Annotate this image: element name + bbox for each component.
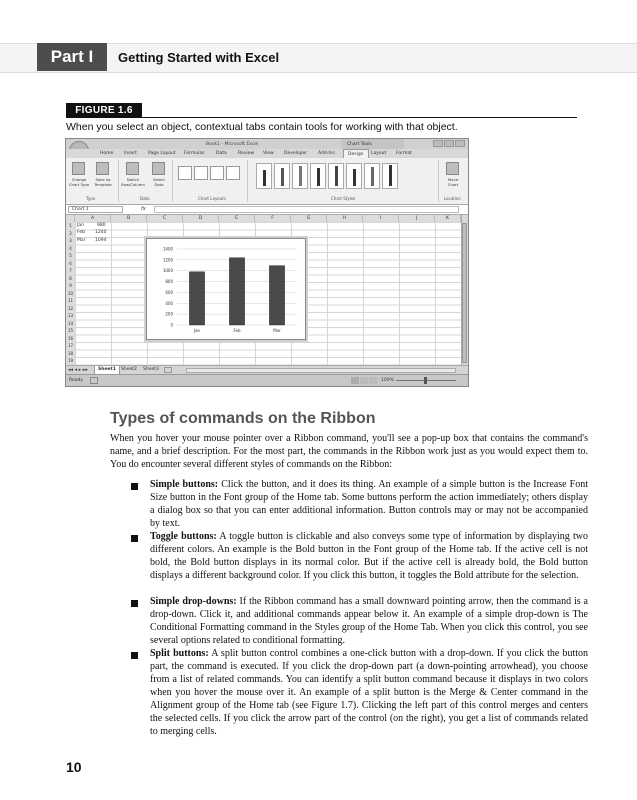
bullet-icon [131, 600, 138, 607]
y-tick-label: 800 [165, 279, 173, 285]
cell-a2[interactable]: Feb [77, 230, 85, 235]
ribbon-separator [172, 160, 173, 202]
y-tick-label: 400 [165, 300, 173, 306]
column-header[interactable]: I [363, 215, 399, 222]
bullet-term: Simple buttons: [150, 479, 219, 490]
page-number: 10 [66, 759, 82, 775]
status-bar [66, 374, 468, 387]
section-title: Types of commands on the Ribbon [110, 410, 376, 427]
select-data-icon[interactable] [152, 162, 165, 175]
chart-style-3[interactable] [292, 163, 308, 189]
y-tick-label: 0 [170, 322, 173, 328]
part-title: Getting Started with Excel [118, 49, 280, 65]
chart-layout-1[interactable] [178, 166, 192, 180]
row-number[interactable]: 5 [69, 253, 72, 258]
column-header[interactable]: K [435, 215, 461, 222]
scrollbar-thumb[interactable] [462, 223, 467, 363]
bullet-simple-dropdowns [150, 595, 588, 647]
part-label: Part I [37, 43, 107, 71]
row-number[interactable]: 8 [69, 275, 72, 281]
chart-tools-label: Chart Tools [341, 139, 404, 149]
row-number[interactable]: 12 [67, 305, 74, 311]
cell-b3[interactable]: 1094 [95, 237, 107, 243]
bullet-toggle-buttons [150, 530, 588, 582]
zoom-level[interactable]: 100% [381, 378, 394, 383]
bar-feb[interactable] [229, 258, 244, 325]
column-header[interactable]: H [327, 215, 363, 222]
bullet-icon [131, 652, 138, 659]
column-header[interactable]: J [399, 215, 435, 222]
change-chart-type-button[interactable]: Change Chart Type [68, 177, 90, 187]
bullet-icon [131, 483, 138, 490]
sheet-tab-2[interactable]: Sheet2 [121, 367, 137, 372]
column-header[interactable]: F [255, 215, 291, 222]
row-number[interactable]: 1 [69, 223, 72, 228]
ribbon-separator [247, 160, 248, 202]
tab-developer[interactable]: Developer [284, 151, 308, 156]
intro-paragraph: When you hover your mouse pointer over a Ribbon command, you'll see a pop-up box that contains the command's name, and a brief description. For the most part, the commands in the Ribbon work just as you would expect them to. You do encounter several different styles of commands on the Ribbon: [110, 433, 588, 470]
save-as-template-button[interactable]: Save As Template [94, 177, 112, 187]
macro-record-icon[interactable] [90, 377, 98, 384]
tab-design[interactable]: Design [343, 149, 369, 158]
bullet-body: A toggle button is clickable and also conveys some type of information by displaying two different colors. An example is the Bold button in the Font group of the Home tab. If the active cell is not bold, the Bold button displays in its normal color. But if the active cell is already bold, the Bold button displays a different background color. If you click this button, it toggles the Bold attribute for the selection. [150, 531, 588, 581]
group-label-chart-styles: Chart Styles [331, 196, 356, 201]
close-icon[interactable] [455, 140, 465, 147]
chart-layout-3[interactable] [210, 166, 224, 180]
tab-data[interactable]: Data [216, 151, 227, 156]
group-label-location: Location [444, 196, 461, 201]
minimize-icon[interactable] [433, 140, 443, 147]
switch-row-column-button[interactable]: Switch Row/Column [121, 177, 145, 187]
row-number[interactable]: 11 [67, 298, 74, 303]
row-number[interactable]: 18 [67, 350, 74, 356]
bullet-split-buttons [150, 647, 588, 738]
zoom-slider-thumb[interactable] [424, 377, 427, 384]
group-label-chart-layouts: Chart Layouts [198, 196, 226, 201]
chart-style-4[interactable] [310, 163, 326, 189]
sheet-tab-1[interactable]: Sheet1 [94, 366, 120, 375]
formula-bar [66, 205, 468, 215]
page-break-view-icon[interactable] [369, 377, 377, 384]
bullet-body: Click the button, and it does its thing. An example of a simple button is the Increase Font Size button in the Font group of the Home tab. Some buttons perform the action immediately; others display a dialog box so that you can enter additional information. Button controls may or may not be accompanied by text. [150, 479, 589, 529]
row-number[interactable]: 16 [67, 335, 74, 341]
tab-formulas[interactable]: Formulas [184, 151, 205, 156]
bullet-icon [131, 535, 138, 542]
x-tick-label: Jan [193, 328, 201, 333]
group-label-data: Data [140, 196, 150, 201]
maximize-icon[interactable] [444, 140, 454, 147]
y-tick-label: 1000 [162, 268, 173, 274]
ribbon [66, 158, 468, 205]
excel-window-title: Book1 - Microsoft Excel [206, 142, 259, 147]
status-text: Ready [69, 378, 83, 383]
bar-jan[interactable] [189, 272, 204, 325]
ribbon-tabs [66, 149, 468, 158]
chart-plot [147, 239, 305, 339]
page-layout-view-icon[interactable] [360, 377, 368, 384]
row-number[interactable]: 2 [69, 230, 72, 236]
y-tick-label: 1200 [162, 257, 173, 263]
chart-style-7[interactable] [364, 163, 380, 189]
tab-add-ins[interactable]: Add-Ins [318, 151, 335, 156]
row-number[interactable]: 13 [67, 313, 74, 318]
figure-label: FIGURE 1.6 [66, 103, 142, 117]
select-data-button[interactable]: Select Data [153, 177, 165, 187]
chart-style-5[interactable] [328, 163, 344, 189]
save-as-template-icon[interactable] [96, 162, 109, 175]
row-number[interactable]: 10 [67, 290, 74, 296]
embedded-chart[interactable] [146, 238, 306, 340]
chart-style-8[interactable] [382, 163, 398, 189]
fx-icon[interactable]: fx [141, 206, 146, 212]
row-number[interactable]: 14 [67, 320, 74, 326]
ribbon-separator [438, 160, 439, 202]
tab-layout[interactable]: Layout [371, 151, 387, 156]
bullet-body: A split button control combines a one-click button with a drop-down. If you click the button part, the command is executed. If you click the drop-down part (a down-pointing arrowhead), you choose from a list of related commands. You can identify a split button command because it displays in two colors when you hover the mouse over it. An example of a split button is the Merge & Center command in the Alignment group of the Home tab (see Figure 1.7). Clicking the left part of this control merges and centers the selected cells. If you click the arrow part of the control (on the right), you get a list of commands related to merging cells. [150, 648, 589, 737]
chart-style-2[interactable] [274, 163, 290, 189]
move-chart-icon[interactable] [446, 162, 459, 175]
cell-b1[interactable]: 980 [97, 222, 106, 228]
column-header[interactable]: D [183, 215, 219, 222]
sheet-nav-icon[interactable]: ◂◂ ◂ ▸ ▸▸ [68, 367, 88, 373]
horizontal-scrollbar[interactable] [186, 368, 456, 373]
switch-row-column-icon[interactable] [126, 162, 139, 175]
formula-input[interactable] [154, 206, 459, 213]
bullet-body: If the Ribbon command has a small downward pointing arrow, then the command is a drop-down. Click it, and additional commands appear below it. An example of a simple drop-down is The Conditional Formatting command in the Styles group of the Home Tab. When you click this control, you see several options related to conditional formatting. [150, 596, 588, 646]
name-box[interactable]: Chart 1 [68, 206, 123, 213]
figure-caption: When you select an object, contextual tabs contain tools for working with that object. [66, 121, 458, 133]
row-number[interactable]: 3 [69, 238, 72, 243]
normal-view-icon[interactable] [351, 377, 359, 384]
bar-mar[interactable] [269, 266, 284, 325]
row-number[interactable]: 6 [69, 260, 72, 266]
row-number[interactable]: 17 [67, 343, 74, 348]
group-label-type: Type [86, 196, 96, 201]
cell-a3[interactable]: Mar [77, 237, 86, 243]
bullet-term: Toggle buttons: [150, 531, 217, 542]
column-header[interactable]: C [147, 215, 183, 222]
row-number[interactable]: 4 [69, 245, 72, 251]
y-tick-label: 200 [165, 311, 173, 317]
tab-insert[interactable]: Insert [124, 151, 137, 156]
chart-layout-2[interactable] [194, 166, 208, 180]
insert-sheet-icon[interactable] [164, 367, 172, 373]
row-number[interactable]: 9 [69, 283, 72, 288]
x-tick-label: Feb [233, 328, 241, 333]
cell-a1[interactable]: Jan [77, 222, 84, 228]
bullet-simple-buttons [150, 478, 588, 530]
tab-home[interactable]: Home [100, 151, 114, 156]
column-header[interactable]: E [219, 215, 255, 222]
chart-layout-4[interactable] [226, 166, 240, 180]
tab-view[interactable]: View [263, 151, 274, 156]
figure-rule [66, 117, 577, 118]
x-tick-label: Mar [273, 328, 281, 333]
tab-page-layout[interactable]: Page Layout [148, 151, 176, 156]
column-header[interactable]: B [111, 215, 147, 222]
bullet-term: Split buttons: [150, 648, 209, 659]
row-number[interactable]: 15 [67, 328, 74, 333]
sheet-tab-3[interactable]: Sheet3 [143, 367, 159, 372]
cell-b2[interactable]: 1240 [95, 230, 107, 235]
row-number[interactable]: 7 [69, 268, 72, 273]
column-header[interactable]: G [291, 215, 327, 222]
row-number[interactable]: 19 [67, 358, 74, 363]
select-all-corner[interactable] [66, 215, 75, 222]
y-tick-label: 600 [165, 289, 173, 295]
chart-style-6[interactable] [346, 163, 362, 189]
tab-format[interactable]: Format [396, 151, 412, 156]
excel-title-bar [66, 139, 468, 149]
tab-review[interactable]: Review [238, 151, 255, 156]
change-chart-type-icon[interactable] [72, 162, 85, 175]
move-chart-button[interactable]: Move Chart [447, 177, 459, 187]
chart-style-1[interactable] [256, 163, 272, 189]
excel-screenshot [65, 138, 469, 387]
y-tick-label: 1400 [162, 246, 173, 252]
column-header[interactable]: A [75, 215, 111, 222]
bullet-term: Simple drop-downs: [150, 596, 237, 607]
